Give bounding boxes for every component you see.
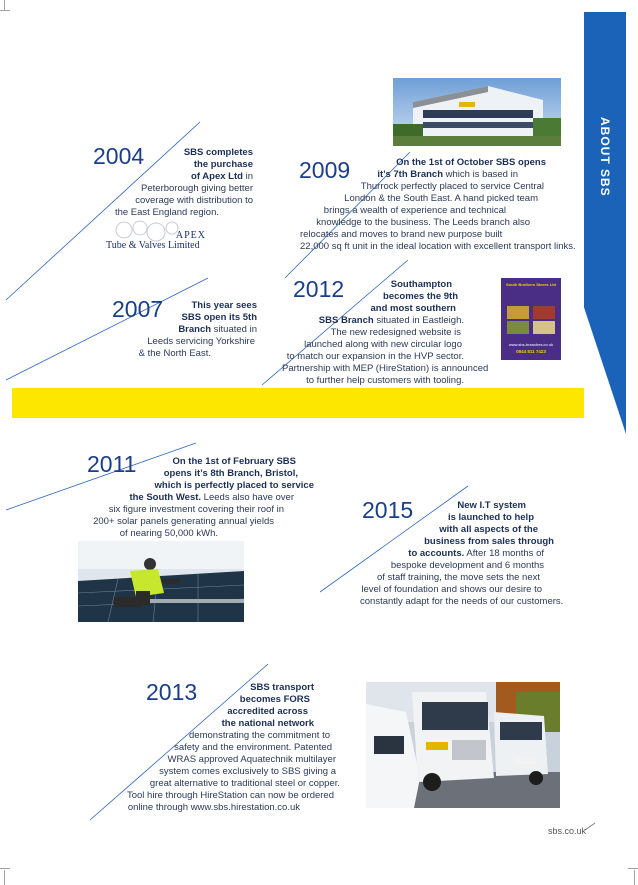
entry-line: Branch situated in xyxy=(178,324,257,335)
entry-2007 xyxy=(120,300,257,360)
page-number: 05 xyxy=(588,398,599,408)
year-2004: 2004 xyxy=(93,143,145,169)
entry-line: to further help customers with tooling. xyxy=(306,375,464,386)
entry-line: constantly adapt for the needs of our customers. xyxy=(360,596,564,607)
entry-line: London & the South East. A hand picked team xyxy=(344,193,538,204)
entry-line: SBS open its 5th xyxy=(181,312,257,323)
crop-mark xyxy=(0,868,10,869)
entry-2012 xyxy=(282,279,489,387)
entry-line: which is perfectly placed to service xyxy=(154,480,314,491)
crop-mark xyxy=(634,870,635,885)
section-title: ABOUT SBS xyxy=(598,117,612,197)
entry-line: The new redesigned website is xyxy=(330,327,461,338)
entry-line: 200+ solar panels generating annual yields xyxy=(93,516,274,527)
year-2013: 2013 xyxy=(146,679,198,705)
entry-line: Tool hire through HireStation can now be ordered xyxy=(126,790,334,801)
entry-line: On the 1st of October SBS opens xyxy=(396,157,546,168)
entry-line: and most southern xyxy=(370,303,456,314)
entry-line: opens it’s 8th Branch, Bristol, xyxy=(163,468,298,479)
entry-line: Southampton xyxy=(390,279,452,290)
entry-2009 xyxy=(300,157,576,253)
year-2011: 2011 xyxy=(87,451,137,477)
advert-url: www.sbs-branches.co.uk xyxy=(508,342,554,347)
entry-line: with all aspects of the xyxy=(439,524,538,535)
entry-2015 xyxy=(360,500,564,608)
entry-line: system comes exclusively to SBS giving a xyxy=(159,766,336,777)
entry-line: safety and the environment. Patented xyxy=(174,742,332,753)
year-2015: 2015 xyxy=(362,497,414,523)
entry-line: Peterborough giving better xyxy=(141,183,253,194)
yellow-band xyxy=(12,388,584,418)
advert-title: South Brothers Stores Ltd xyxy=(505,282,556,287)
advert-products xyxy=(507,306,555,334)
entry-line: & the North East. xyxy=(138,348,211,359)
entry-line: becomes FORS xyxy=(239,694,310,705)
entry-line: of nearing 50,000 kWh. xyxy=(119,528,218,539)
apex-logo-text: APEX xyxy=(175,230,206,241)
entry-line: SBS Branch situated in Eastleigh. xyxy=(318,315,464,326)
entry-line: knowledge to the business. The Leeds branch also xyxy=(316,217,530,228)
entry-line: launched along with new circular logo xyxy=(304,339,462,350)
entry-line: six figure investment covering their roof in xyxy=(108,504,284,515)
entry-line: This year sees xyxy=(191,300,257,311)
entry-line: to accounts. After 18 months of xyxy=(408,548,544,559)
advert-phone: 0844 811 7423 xyxy=(516,349,546,354)
trucks-photo xyxy=(366,682,560,808)
entry-line: it’s 7th Branch which is based in xyxy=(377,169,518,180)
entry-line: of Apex Ltd in xyxy=(191,171,253,182)
entry-line: Partnership with MEP (HireStation) is announced xyxy=(282,363,489,374)
entry-line: of staff training, the move sets the next xyxy=(377,572,540,583)
entry-line: becomes the 9th xyxy=(383,291,458,302)
entry-line: demonstrating the commitment to xyxy=(189,730,330,741)
crop-mark xyxy=(4,0,5,10)
entry-line: Leeds servicing Yorkshire xyxy=(147,336,255,347)
crop-mark xyxy=(4,870,5,885)
entry-line: the East England region. xyxy=(114,207,219,218)
entry-line: bespoke development and 6 months xyxy=(390,560,544,571)
entry-line: great alternative to traditional steel or copper. xyxy=(149,778,340,789)
entry-line: the South West. Leeds also have over xyxy=(129,492,294,503)
entry-line: WRAS approved Aquatechnik multilayer xyxy=(167,754,336,765)
entry-line: On the 1st of February SBS xyxy=(172,456,296,467)
entry-line: 22,000 sq ft unit in the ideal location with excellent transport links. xyxy=(300,241,576,252)
entry-line: coverage with distribution to xyxy=(135,195,253,206)
year-2007: 2007 xyxy=(112,296,164,322)
apex-logo xyxy=(104,220,208,250)
entry-line: New I.T system xyxy=(457,500,526,511)
crop-mark xyxy=(628,868,638,869)
apex-logo-subtext: Tube & Valves Limited xyxy=(106,240,200,251)
entry-line: brings a wealth of experience and technical xyxy=(323,205,506,216)
footer-website[interactable]: sbs.co.uk xyxy=(548,826,587,836)
entry-line: SBS transport xyxy=(250,682,314,693)
entry-line: is launched to help xyxy=(447,512,534,523)
entry-line: the national network xyxy=(221,718,314,729)
entry-2004 xyxy=(100,147,253,219)
entry-line: relocates and moves to brand new purpose built xyxy=(300,229,503,240)
building-photo xyxy=(393,78,561,146)
solar-panel-photo xyxy=(78,541,244,622)
crop-mark xyxy=(0,10,10,11)
year-2012: 2012 xyxy=(293,276,345,302)
year-2009: 2009 xyxy=(299,157,351,183)
southampton-advert xyxy=(501,278,561,360)
entry-line: SBS completes xyxy=(183,147,253,158)
entry-2011 xyxy=(86,456,314,540)
entry-line: accredited across xyxy=(227,706,308,717)
entry-line: to match our expansion in the HVP sector. xyxy=(286,351,464,362)
entry-line: the purchase xyxy=(193,159,253,170)
entry-line: business from sales through xyxy=(424,536,554,547)
entry-line: level of foundation and shows our desire to xyxy=(361,584,542,595)
entry-2013 xyxy=(114,682,340,814)
entry-line: online through www.sbs.hirestation.co.uk xyxy=(127,802,300,813)
entry-line: Thurrock perfectly placed to service Central xyxy=(360,181,544,192)
